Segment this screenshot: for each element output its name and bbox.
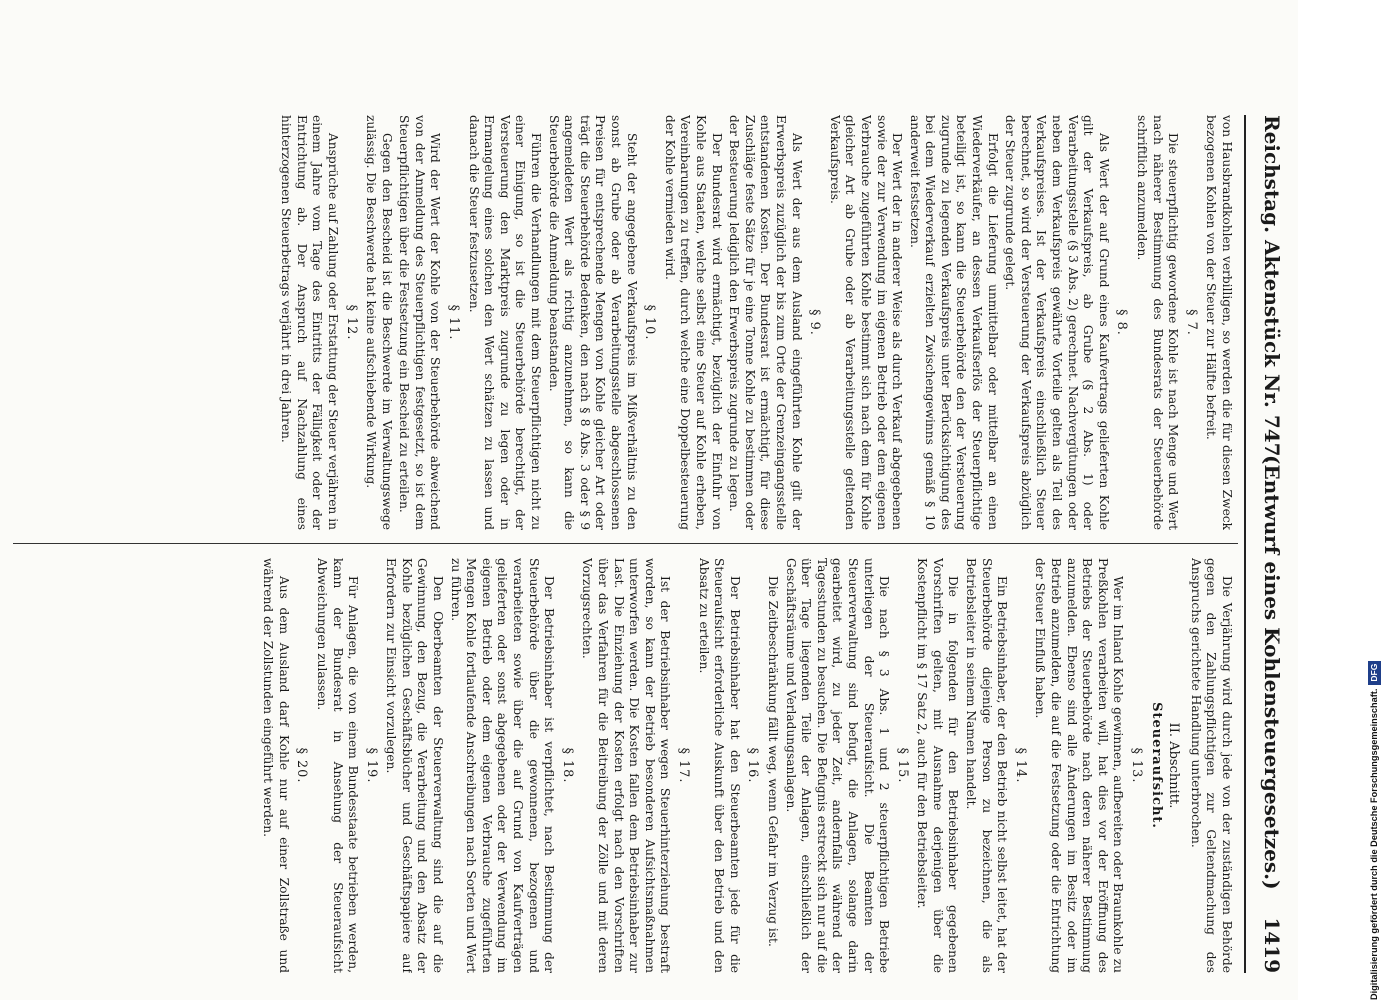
paragraph: Die steuerpflichtig gewordene Kohle ist nach Menge und Wert nach näherer Bestimmung des Bundesrats der Steuerbehörde schriftlich anzumelden. — [1135, 115, 1181, 530]
chapter-heading: II. Abschnitt. — [1166, 722, 1182, 809]
section-heading: § 18. — [559, 747, 575, 784]
section-heading: § 10. — [642, 304, 658, 341]
header-rule — [1244, 115, 1246, 973]
paragraph: Die Verjährung wird durch jede von der zuständigen Behörde gegen den Zahlungspflichtigen zur Geltendmachung des Anspruchs gerichtete Handlung unterbrochen. — [1188, 558, 1234, 973]
section-heading: § 8. — [1114, 309, 1130, 336]
paragraph: von Hausbrandkohlen verbilligen, so werden die für diesen Zweck bezogenen Kohlen von der Steuer zur Hälfte befreit. — [1204, 115, 1234, 530]
paragraph: Aus dem Ausland darf Kohle nur auf einer Zollstraße und während der Zollstunden eingeführt werden. — [261, 558, 291, 973]
paragraph: Als Wert der aus dem Ausland eingeführten Kohle gilt der Erwerbspreis zuzüglich der bis zum Orte der Grenzeingangsstelle entstandenen Kosten. Der Bundesrat ist ermächtigt, für diese Zuschläge feste Sätze für je eine Tonne Kohle zu bestimmen oder der Besteuerung lediglich den Erwerbspreis zugrunde zu legen. — [727, 115, 804, 530]
page-header — [1246, 115, 1298, 973]
digitization-text: Digitalisierung gefördert durch die Deutsche Forschungsgemeinschaft. — [1369, 688, 1379, 1000]
section-heading: § 14. — [1012, 747, 1028, 784]
paragraph: Den Oberbeamten der Steuerverwaltung sind die auf die Gewinnung, den Bezug, die Verarbeitung und den Absatz der Kohle bezüglichen Geschäftsbücher und Geschäftspapiere auf Erfordern zur Einsicht vorzulegen. — [384, 558, 446, 973]
section-heading: § 9. — [807, 309, 823, 336]
paragraph: Steht der angegebene Verkaufspreis im Mißverhältnis zu den sonst ab Grube oder ab Verarbeitungsstelle abgeschlossenen Preisen für entsprechende Mengen von Kohle gleicher Art oder trägt die Steuerbehörde Bedenken, den nach § 8 Abs. 3 oder § 9 angemeldeten Wert als richtig anzunehmen, so kann die Steuerbehörde die Anmeldung beanstanden. — [546, 115, 639, 530]
chapter-title: Steueraufsicht. — [1148, 702, 1164, 829]
section-heading: § 7. — [1183, 309, 1199, 336]
paragraph: Ansprüche auf Zahlung oder Erstattung der Steuer verjähren in einem Jahre vom Tage des Eintritts der Fälligkeit oder der Entrichtung ab. Der Anspruch auf Nachzahlung eines hinterzogenen Steuerbetrags verjährt in drei Jahren. — [279, 115, 340, 530]
paragraph: Die in folgenden für den Betriebsinhaber gegebenen Vorschriften gelten, mit Ausnahme derjenigen über die Kostenpflicht im § 17 Satz 2, auch für den Betriebsleiter. — [915, 558, 961, 973]
paragraph: Führen die Verhandlungen mit dem Steuerpflichtigen nicht zu einer Einigung, so ist die Steuerbehörde berechtigt, der Versteuerung den Marktpreis zugrunde zu legen oder in Ermangelung eines solchen den Wert schätzen zu lassen und danach die Steuer festzusetzen. — [466, 115, 544, 530]
paragraph: Erfolgt die Lieferung unmittelbar oder mittelbar an einen Wiederverkäufer, an dessen Verkaufserlös der Steuerpflichtige beteiligt ist, so kann die Steuerbehörde den der Versteuerung zugrunde zu legenden Verkaufspreis unter Berücksichtigung des bei dem Wiederverkauf erzielten Zwischengewinns gemäß § 10 anderweit festsetzen. — [907, 115, 1000, 530]
section-heading: § 19. — [363, 747, 379, 784]
paragraph: Als Wert der auf Grund eines Kaufvertrags gelieferten Kohle gilt der Verkaufspreis, ab Grube (§ 2 Abs. 1) oder Verarbeitungsstelle (§ 3 Abs. 2) gerechnet. Nachvergütungen oder neben dem Verkaufspreis gewährte Vorteile gelten als Teil des Verkaufspreises. Ist der Verkaufspreis einschließlich Steuer berechnet, so wird der Versteuerung der Verkaufspreis abzüglich der Steuer zugrunde gelegt. — [1003, 115, 1111, 530]
column-divider — [13, 543, 1238, 544]
section-heading: § 16. — [745, 747, 761, 784]
section-heading: § 15. — [894, 747, 910, 784]
paragraph: Der Betriebsinhaber ist verpflichtet, nach Bestimmung der Steuerbehörde über die gewonnenen, bezogenen und verarbeiteten sowie über die auf Grund von Kaufverträgen gelieferten oder sonst abgegebenen oder der Verwendung im eigenen Betrieb oder dem eigenen Verbrauche zugeführten Mengen Kohle fortlaufende Anschreibungen nach Sorten und Wert zu führen. — [448, 558, 557, 973]
section-heading: § 11. — [446, 304, 462, 341]
section-heading: § 12. — [343, 304, 359, 341]
paragraph: Der Betriebsinhaber hat den Steuerbeamten jede für die Steueraufsicht erforderliche Auskunft über den Betrieb und den Absatz zu erteilen. — [696, 558, 742, 973]
paragraph: Der Bundesrat wird ermächtigt, bezüglich der Einfuhr von Kohle aus Staaten, welche selbst eine Steuer auf Kohle erheben, Vereinbarungen zu treffen, durch welche eine Doppelbesteuerung der Kohle vermieden wird. — [662, 115, 724, 530]
section-heading: § 20. — [294, 747, 310, 784]
paragraph: Die Zeitbeschränkung fällt weg, wenn Gefahr im Verzug ist. — [765, 576, 780, 947]
paragraph: Für Anlagen, die von einem Bundesstaate betrieben werden, kann der Bundesrat in Ansehung der Steueraufsicht Abweichungen zulassen. — [314, 558, 361, 973]
paragraph: Wird der Wert der Kohle von der Steuerbehörde abweichend von der Anmeldung des Steuerpflichtigen festgesetzt, so ist dem Steuerpflichtigen über die Festsetzung ein Bescheid zu erteilen. — [397, 115, 443, 530]
header-title: (Entwurf eines Kohlensteuergesetzes.) — [1260, 455, 1284, 890]
section-heading: § 13. — [1129, 747, 1145, 784]
paragraph: Wer im Inland Kohle gewinnen, aufbereiten oder Braunkohle zu Preßkohlen verarbeiten will, hat dies vor der Eröffnung des Betriebs der Steuerbehörde nach deren näherer Bestimmung anzumelden. Ebenso sind alle Änderungen im Besitz oder im Betrieb anzumelden, die auf die Festsetzung oder die Entrichtung der Steuer Einfluß haben. — [1033, 558, 1126, 973]
header-left: Reichstag. Aktenstück Nr. 747. — [1260, 115, 1284, 464]
paragraph: Gegen den Bescheid ist die Beschwerde im Verwaltungswege zulässig. Die Beschwerde hat keine aufschiebende Wirkung. — [364, 115, 394, 530]
page-number: 1419 — [1260, 917, 1284, 973]
section-heading: § 17. — [676, 747, 691, 784]
left-column — [14, 115, 1234, 530]
paragraph: Der Wert der in anderer Weise als durch Verkauf abgegebenen sowie der zur Verwendung im eigenen Betrieb oder dem eigenen Verbrauche zugeführten Kohle bestimmt sich nach dem für Kohle gleicher Art ab Grube oder ab Verarbeitungsstelle geltenden Verkaufspreis. — [827, 115, 905, 530]
dfg-logo: DFG — [1368, 661, 1381, 685]
paragraph: Ein Betriebsinhaber, der den Betrieb nicht selbst leitet, hat der Steuerbehörde diejenige Person zu bezeichnen, die als Betriebsleiter in seinem Namen handelt. — [964, 558, 1010, 973]
right-column — [14, 558, 1234, 973]
paragraph: Ist der Betriebsinhaber wegen Steuerhinterziehung bestraft worden, so kann der Betrieb besonderen Aufsichtsmaßnahmen unterworfen werden. Die Kosten fallen dem Betriebsinhaber zur Last. Die Einziehung der Kosten erfolgt nach den Vorschriften über das Verfahren für die Beitreibung der Zölle und mit deren Vorzugsrechten. — [580, 558, 673, 973]
paragraph: Die nach § 3 Abs. 1 und 2 steuerpflichtigen Betriebe unterliegen der Steueraufsicht. Die Beamten der Steuerverwaltung sind befugt, die Anlagen, solange darin gearbeitet wird, zu jeder Zeit, andernfalls während der Tagesstunden zu besuchen. Die Befugnis erstreckt sich nur auf die über Tage liegenden Teile der Anlagen, einschließlich der Geschäftsräume und Verladungsanlagen. — [783, 558, 892, 973]
digitization-note — [1368, 5, 1381, 1000]
